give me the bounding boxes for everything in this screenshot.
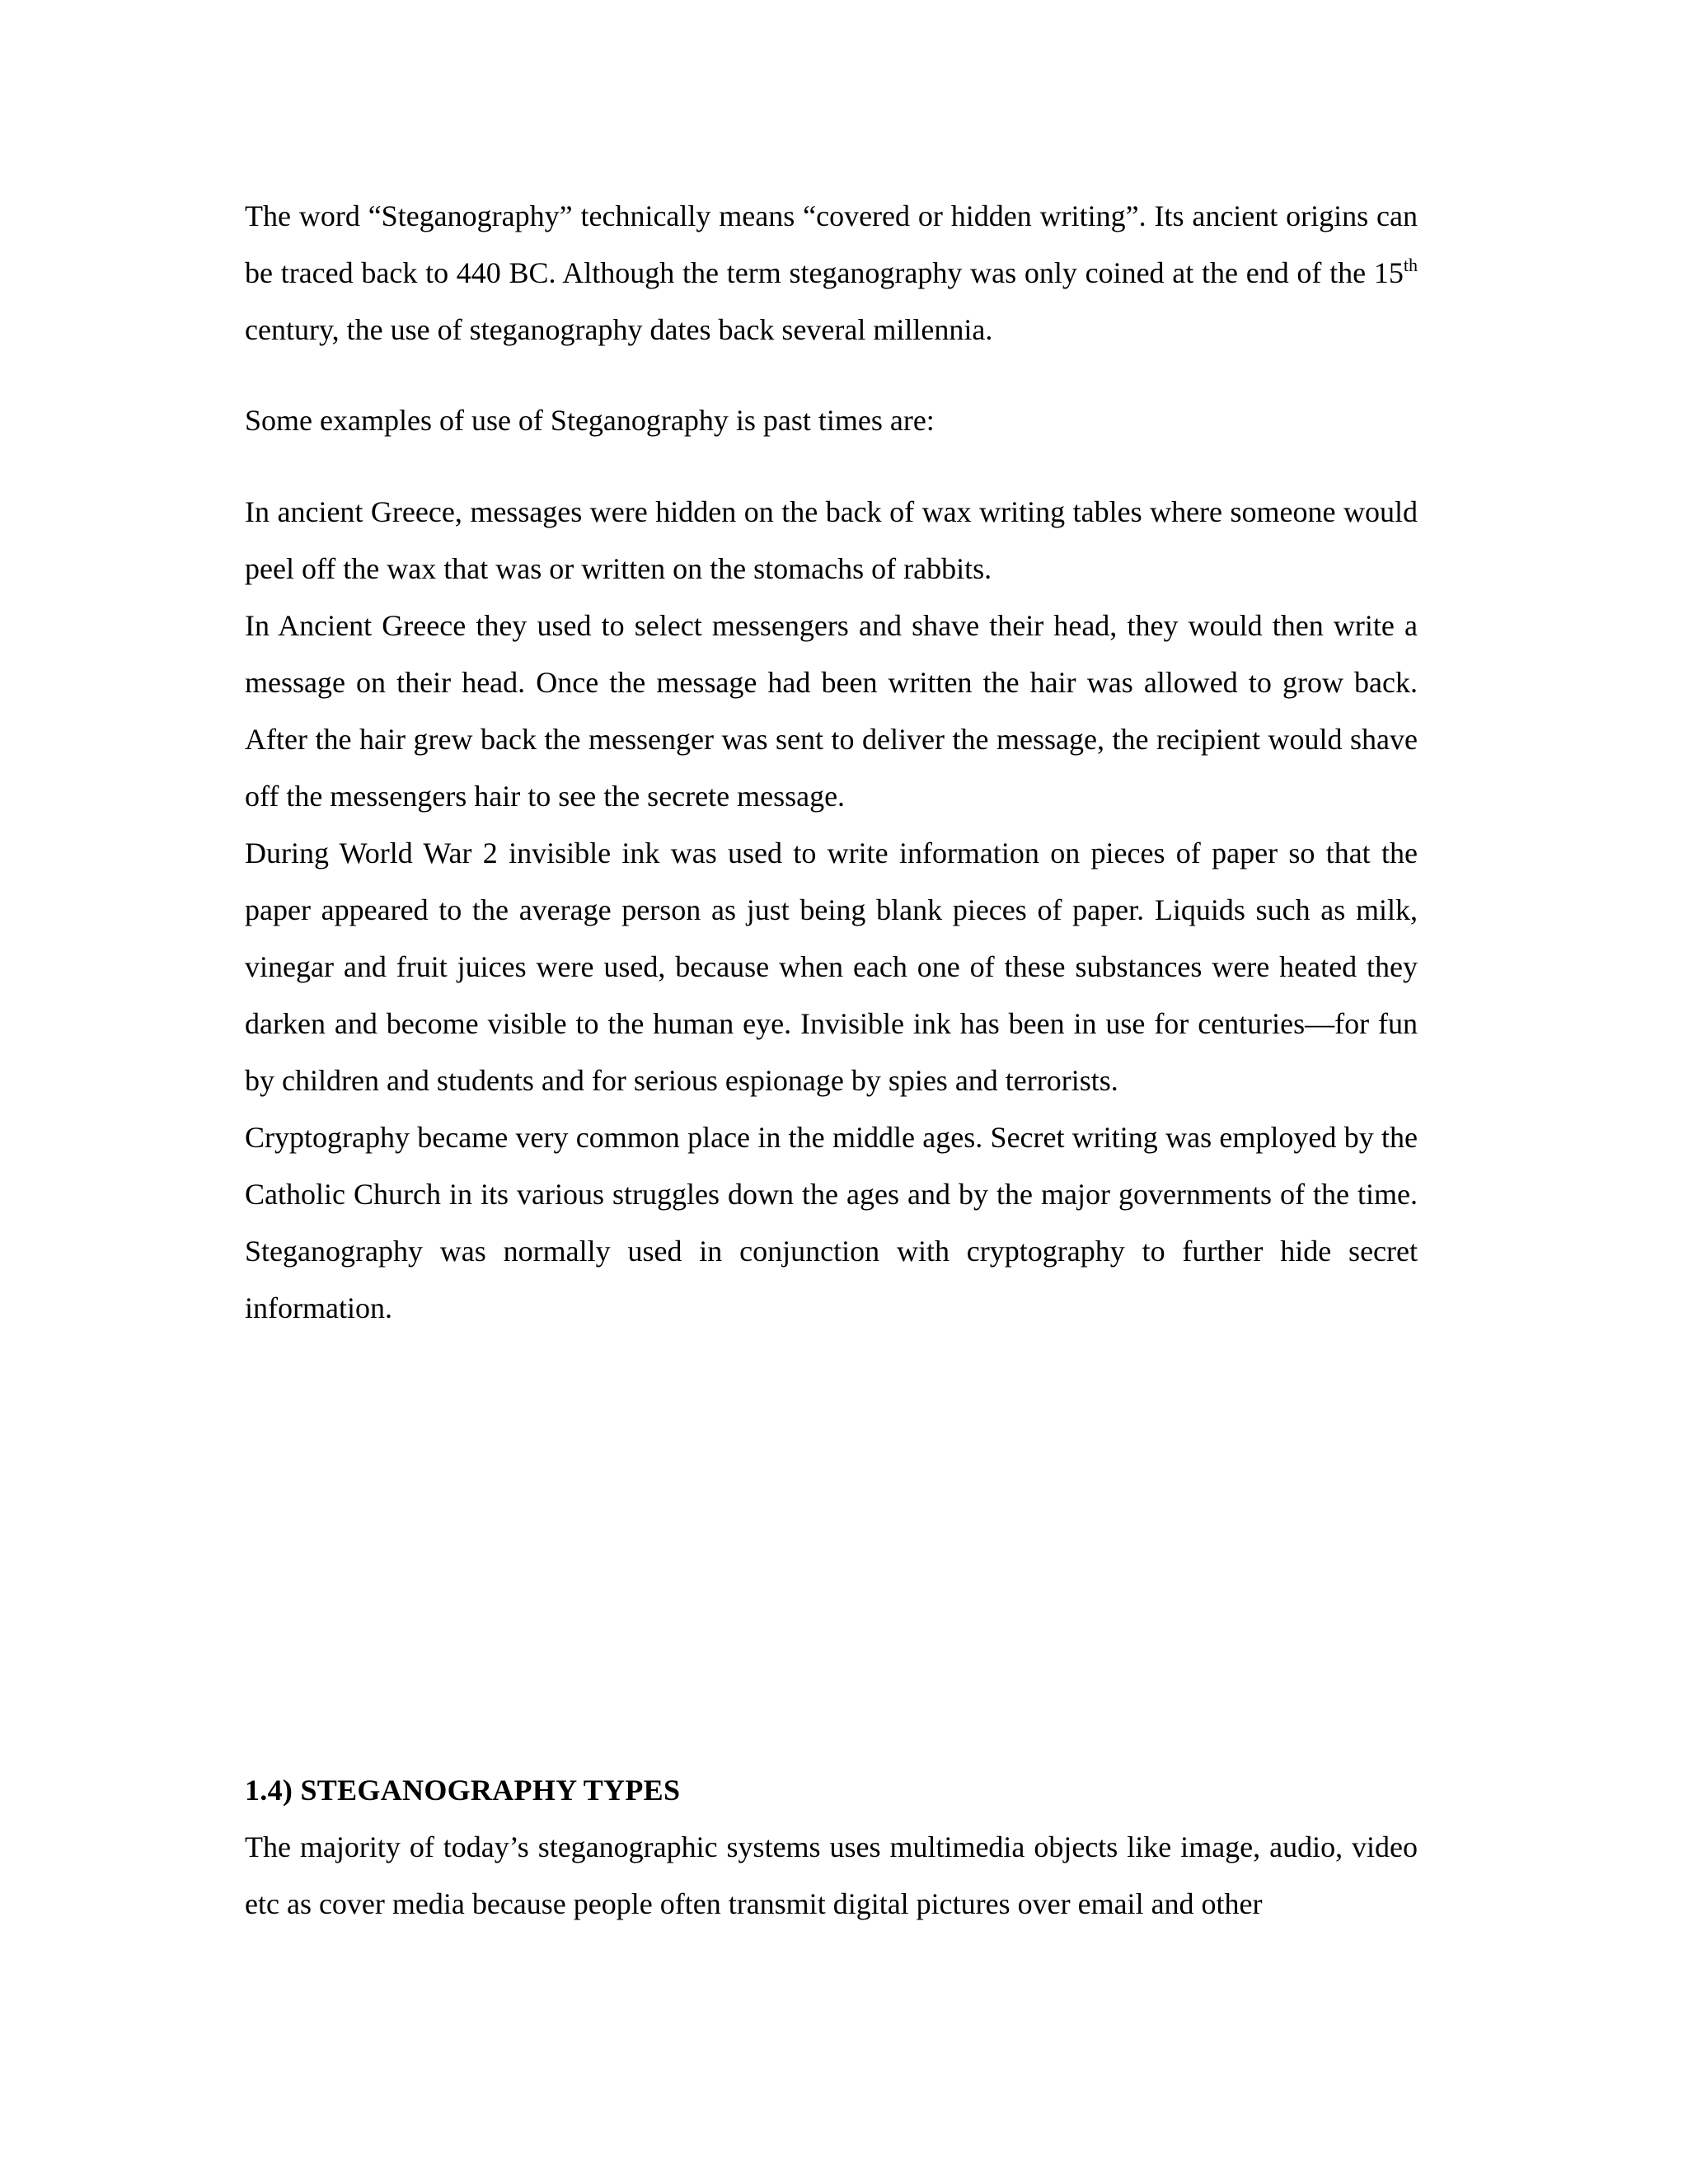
example-paragraph-middle-ages: Cryptography became very common place in the middle ages. Secret writing was employed by the Catholic Church in its various struggles down the ages and by the major governments of the time. Steganography was normally used in conjunction with cryptography to further hide secret information. xyxy=(245,1121,1418,1324)
ordinal-superscript: th xyxy=(1403,255,1418,275)
example-paragraph-shaved-messengers: In Ancient Greece they used to select messengers and shave their head, they would then write a message on their head. Once the message had been written the hair was allowed to grow back. After the hair grew back the messenger was sent to deliver the message, the recipient would shave off the messengers hair to see the secrete message. xyxy=(245,609,1418,813)
examples-lead-paragraph: Some examples of use of Steganography is past times are: xyxy=(245,404,935,437)
intro-text-part1: The word “Steganography” technically means “covered or hidden writing”. Its ancient origins can be traced back to 440 BC. Although the term steganography was only coined at the end of the 15 xyxy=(245,199,1418,289)
intro-text-part2: century, the use of steganography dates back several millennia. xyxy=(245,313,993,346)
intro-paragraph xyxy=(245,188,1418,359)
body-content xyxy=(245,188,1418,1337)
section-paragraph: The majority of today’s steganographic systems uses multimedia objects like image, audio, video etc as cover media because people often transmit digital pictures over email and other xyxy=(245,1830,1418,1920)
section-steganography-types xyxy=(245,1762,1418,1933)
example-paragraph-wax-tables: In ancient Greece, messages were hidden on the back of wax writing tables where someone would peel off the wax that was or written on the stomachs of rabbits. xyxy=(245,495,1418,585)
section-heading: 1.4) STEGANOGRAPHY TYPES xyxy=(245,1774,681,1807)
example-paragraph-invisible-ink: During World War 2 invisible ink was used to write information on pieces of paper so that the paper appeared to the average person as just being blank pieces of paper. Liquids such as milk, vinegar and fruit juices were used, because when each one of these substances were heated they darken and become visible to the human eye. Invisible ink has been in use for centuries—for fun by children and students and for serious espionage by spies and terrorists. xyxy=(245,837,1418,1097)
